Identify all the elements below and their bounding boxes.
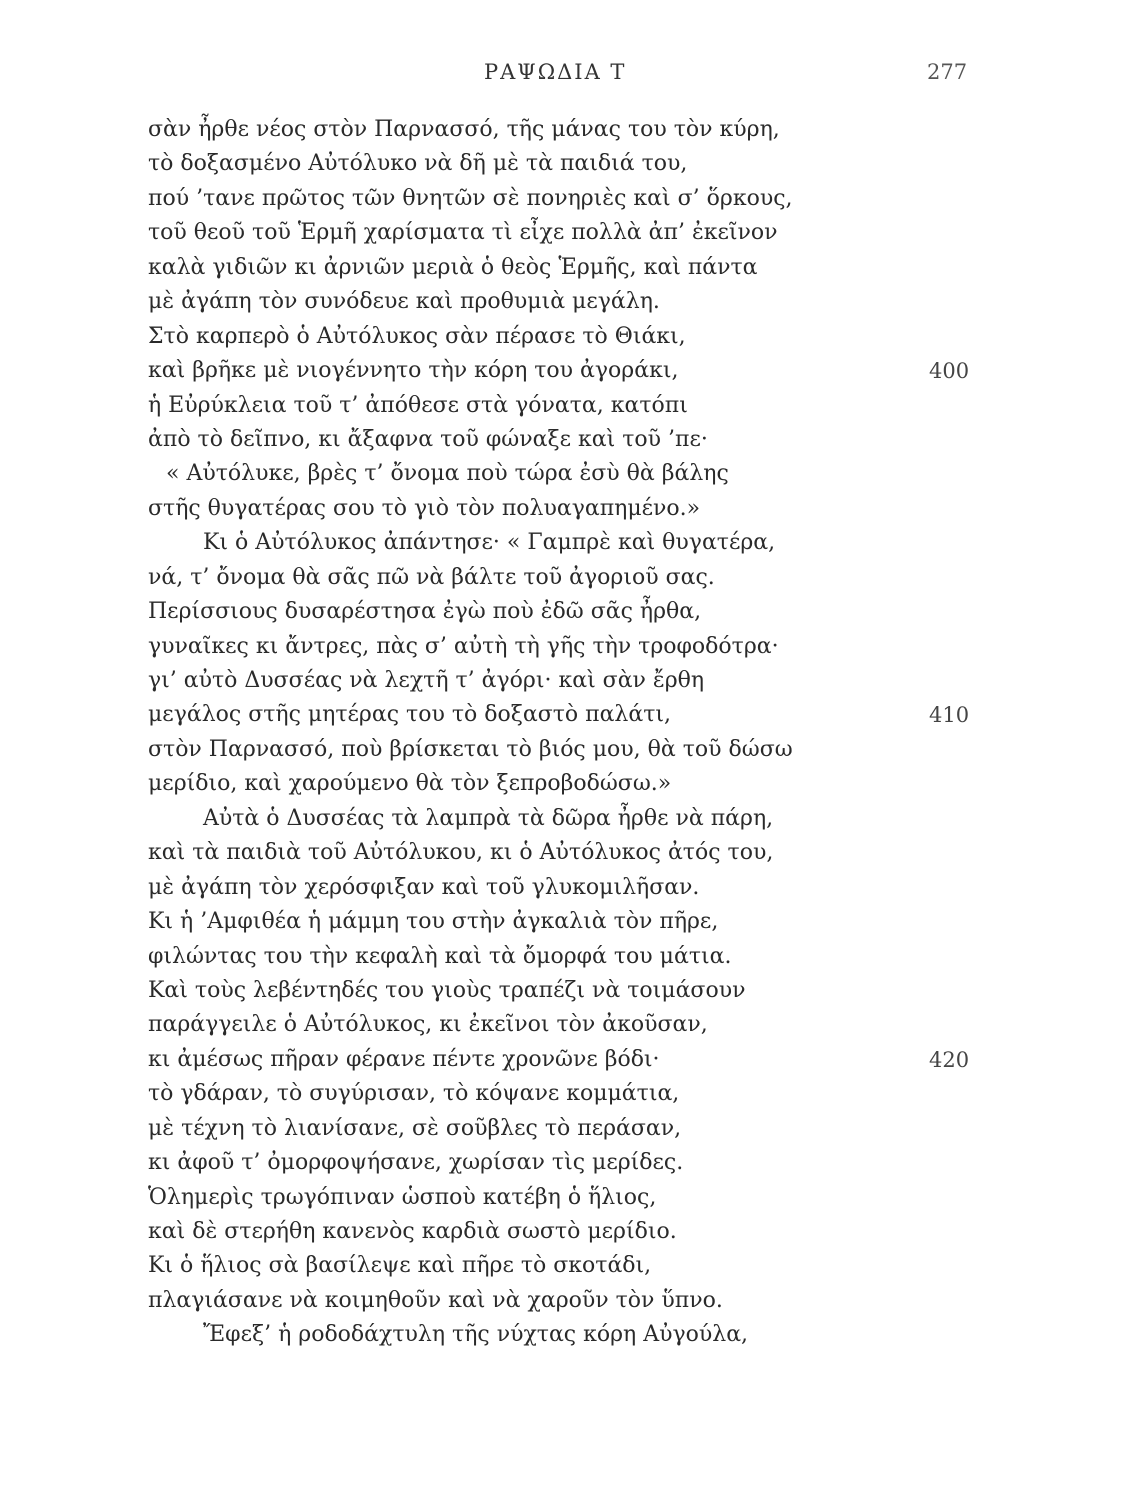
verse-text: « Αὐτόλυκε, βρὲς τ’ ὄνομα ποὺ τώρα ἐσὺ θὰ βάλης [166, 461, 729, 487]
verse-line [0, 974, 1143, 1008]
verse-text: μὲ τέχνη τὸ λιανίσανε, σὲ σοῦβλες τὸ περάσαν, [148, 1115, 682, 1141]
verse-line [0, 147, 1143, 181]
verse-text: Ὁλημερὶς τρωγόπιναν ὡσποὺ κατέβη ὁ ἥλιος, [148, 1184, 657, 1210]
verse-line [0, 595, 1143, 629]
verse-line [0, 285, 1143, 319]
verse-line [0, 389, 1143, 423]
verse-line [0, 1008, 1143, 1042]
verse-text: τοῦ θεοῦ τοῦ Ἑρμῆ χαρίσματα τὶ εἶχε πολλὰ ἀπ’ ἐκεῖνον [148, 220, 778, 246]
verse-line [0, 802, 1143, 836]
verse-text: γι’ αὐτὸ Δυσσέας νὰ λεχτῆ τ’ ἀγόρι· καὶ σὰν ἔρθη [148, 668, 705, 693]
verse-line [0, 216, 1143, 250]
verse-line [0, 1077, 1143, 1111]
verse-line [0, 1181, 1143, 1215]
verse-line [0, 1249, 1143, 1283]
verse-text: στὸν Παρνασσό, ποὺ βρίσκεται τὸ βιός μου, θὰ τοῦ δώσω [148, 736, 793, 762]
line-number: 420 [929, 1047, 970, 1072]
verse-line [0, 423, 1143, 457]
verse-text: σὰν ἦρθε νέος στὸν Παρνασσό, τῆς μάνας του τὸν κύρη, [148, 117, 780, 142]
verse-text: Ἔφεξ’ ἡ ροδοδάχτυλη τῆς νύχτας κόρη Αὐγούλα, [203, 1322, 749, 1348]
verse-line [0, 698, 1143, 732]
verse-line [0, 836, 1143, 870]
verse-line [0, 526, 1143, 560]
verse-text: γυναῖκες κι ἄντρες, πὰς σ’ αὐτὴ τὴ γῆς τὴν τροφοδότρα· [148, 633, 779, 659]
verse-line [0, 113, 1143, 147]
verse-line [0, 630, 1143, 664]
verse-text: Κι ἡ ’Αμφιθέα ἡ μάμμη του στὴν ἀγκαλιὰ τὸν πῆρε, [148, 909, 719, 935]
verse-text: Στὸ καρπερὸ ὁ Αὐτόλυκος σὰν πέρασε τὸ Θιάκι, [148, 323, 686, 349]
verse-text: παράγγειλε ὁ Αὐτόλυκος, κι ἐκεῖνοι τὸν ἀκοῦσαν, [148, 1012, 708, 1038]
verse-line [0, 1043, 1143, 1077]
verse-line [0, 320, 1143, 354]
verse-line [0, 457, 1143, 491]
verse-text: μὲ ἀγάπη τὸν χερόσφιξαν καὶ τοῦ γλυκομιλῆσαν. [148, 874, 700, 900]
verse-line [0, 940, 1143, 974]
verse-text: πλαγιάσανε νὰ κοιμηθοῦν καὶ νὰ χαροῦν τὸν ὕπνο. [148, 1287, 723, 1313]
verse-text: κι ἀμέσως πῆραν φέρανε πέντε χρονῶνε βόδι· [148, 1046, 660, 1072]
verse-text: Κι ὁ Αὐτόλυκος ἀπάντησε· « Γαμπρὲ καὶ θυγατέρα, [203, 530, 776, 556]
verse-line [0, 871, 1143, 905]
verse-text: Αὐτὰ ὁ Δυσσέας τὰ λαμπρὰ τὰ δῶρα ἦρθε νὰ πάρη, [203, 805, 774, 831]
verse-line [0, 561, 1143, 595]
verse-line [0, 1284, 1143, 1318]
verse-text: ἀπὸ τὸ δεῖπνο, κι ἄξαφνα τοῦ φώναξε καὶ τοῦ ’πε· [148, 426, 708, 452]
line-number: 410 [929, 703, 970, 728]
poem-text [0, 113, 1143, 1353]
verse-text: νά, τ’ ὄνομα θὰ σᾶς πῶ νὰ βάλτε τοῦ ἀγοριοῦ σας. [148, 564, 715, 590]
verse-text: κι ἀφοῦ τ’ ὀμορφοψήσανε, χωρίσαν τὶς μερίδες. [148, 1150, 684, 1176]
verse-text: καὶ βρῆκε μὲ νιογέννητο τὴν κόρη του ἀγοράκι, [148, 358, 679, 384]
verse-line [0, 733, 1143, 767]
verse-text: στῆς θυγατέρας σου τὸ γιὸ τὸν πολυαγαπημένο.» [148, 495, 701, 521]
verse-text: πού ’τανε πρῶτος τῶν θνητῶν σὲ πονηριὲς καὶ σ’ ὅρκους, [148, 185, 793, 211]
verse-text: μεγάλος στῆς μητέρας του τὸ δοξαστὸ παλάτι, [148, 702, 672, 728]
verse-text: μερίδιο, καὶ χαρούμενο θὰ τὸν ξεπροβοδώσω.» [148, 771, 672, 797]
verse-text: τὸ δοξασμένο Αὐτόλυκο νὰ δῆ μὲ τὰ παιδιά του, [148, 151, 688, 177]
verse-text: Κι ὁ ἥλιος σὰ βασίλεψε καὶ πῆρε τὸ σκοτάδι, [148, 1253, 652, 1279]
verse-text: μὲ ἀγάπη τὸν συνόδευε καὶ προθυμιὰ μεγάλη. [148, 289, 660, 315]
chapter-title: ΡΑΨΩΔΙΑ Τ [484, 60, 627, 84]
running-head [0, 60, 1143, 90]
line-number: 400 [929, 359, 970, 384]
verse-line [0, 1146, 1143, 1180]
verse-line [0, 767, 1143, 801]
verse-line [0, 905, 1143, 939]
verse-text: φιλώντας του τὴν κεφαλὴ καὶ τὰ ὄμορφά του μάτια. [148, 943, 732, 969]
verse-text: καὶ τὰ παιδιὰ τοῦ Αὐτόλυκου, κι ὁ Αὐτόλυκος ἀτός του, [148, 840, 774, 866]
verse-line [0, 1112, 1143, 1146]
page-number: 277 [927, 60, 968, 84]
verse-line [0, 354, 1143, 388]
verse-line [0, 182, 1143, 216]
verse-text: Καὶ τοὺς λεβέντηδές του γιοὺς τραπέζι νὰ τοιμάσουν [148, 977, 746, 1003]
verse-text: τὸ γδάραν, τὸ συγύρισαν, τὸ κόψανε κομμάτια, [148, 1081, 680, 1107]
verse-line [0, 1215, 1143, 1249]
verse-text: Περίσσιους δυσαρέστησα ἐγὼ ποὺ ἐδῶ σᾶς ἦρθα, [148, 599, 702, 625]
verse-text: ἡ Εὐρύκλεια τοῦ τ’ ἀπόθεσε στὰ γόνατα, κατόπι [148, 392, 688, 418]
verse-line [0, 492, 1143, 526]
verse-line [0, 251, 1143, 285]
verse-line [0, 1318, 1143, 1352]
verse-text: καὶ δὲ στερήθη κανενὸς καρδιὰ σωστὸ μερίδιο. [148, 1219, 677, 1244]
verse-text: καλὰ γιδιῶν κι ἀρνιῶν μεριὰ ὁ θεὸς Ἑρμῆς, καὶ πάντα [148, 254, 758, 280]
verse-line [0, 664, 1143, 698]
